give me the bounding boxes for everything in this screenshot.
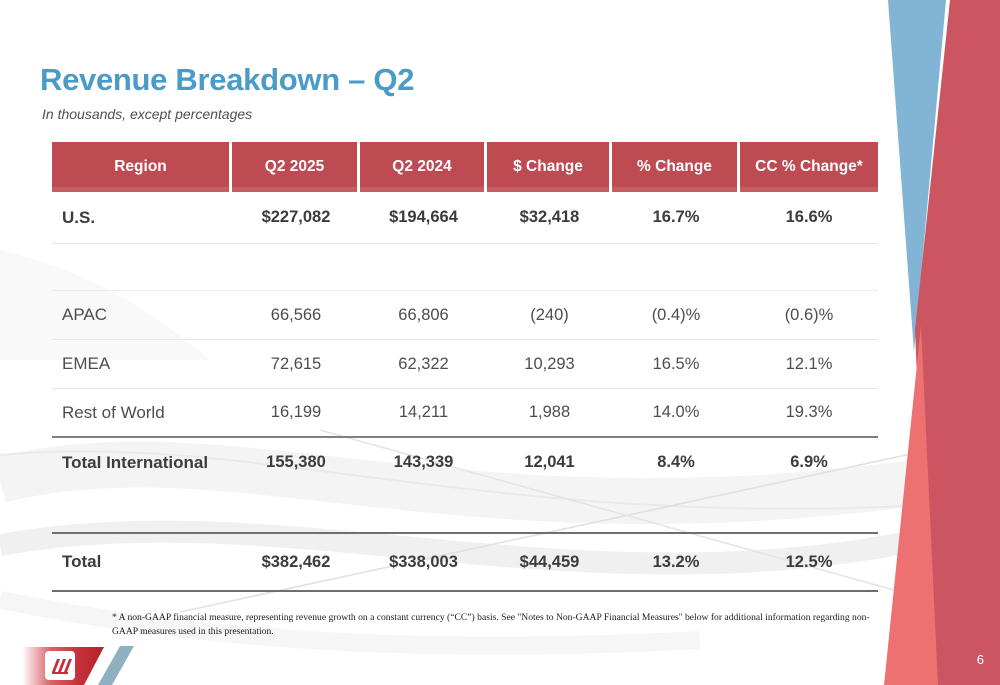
header-cell-q2-2024: Q2 2024 — [360, 142, 487, 192]
header-cell-region: Region — [52, 142, 232, 192]
cell-q2-2025: 155,380 — [266, 453, 326, 471]
page-title: Revenue Breakdown – Q2 — [40, 62, 415, 97]
cell-dollar-change: (240) — [530, 305, 569, 324]
cell-q2-2025: $227,082 — [261, 208, 331, 226]
table-row-apac — [52, 291, 878, 340]
cell-cc-pct-change: 6.9% — [790, 453, 828, 471]
row-label: U.S. — [62, 207, 96, 227]
row-label: EMEA — [62, 354, 111, 373]
cell-pct-change: 14.0% — [652, 403, 700, 421]
cell-q2-2025: 66,566 — [270, 305, 322, 324]
cell-pct-change: (0.4)% — [651, 305, 701, 324]
cell-q2-2024: $194,664 — [389, 208, 458, 226]
company-logo — [22, 646, 134, 685]
cell-dollar-change: 12,041 — [524, 453, 575, 471]
revenue-table — [52, 142, 878, 592]
table-row-us — [52, 192, 878, 244]
cell-q2-2025: 72,615 — [270, 354, 322, 373]
cell-dollar-change: $32,418 — [519, 208, 580, 226]
cell-q2-2025: $382,462 — [261, 552, 331, 571]
non-gaap-footnote: * A non-GAAP financial measure, representing revenue growth on a constant currency (“CC”) basis. See "Notes to Non-GAAP Financial Measures" below for additional information regarding non-GAAP measures used in this presentation. — [112, 612, 870, 637]
table-row-emea — [52, 340, 878, 389]
cell-q2-2025: 16,199 — [270, 403, 322, 421]
cell-q2-2024: 143,339 — [393, 453, 454, 471]
cell-q2-2024: 14,211 — [398, 403, 449, 421]
page-subtitle: In thousands, except percentages — [42, 106, 253, 122]
row-label: APAC — [62, 305, 108, 324]
header-cell-cc-pct-change: CC % Change* — [740, 142, 878, 192]
header-cell-pct-change: % Change — [612, 142, 740, 192]
cell-cc-pct-change: 12.5% — [785, 552, 833, 571]
table-row-empty — [52, 244, 878, 291]
logo-plate — [45, 651, 75, 680]
row-label: Total International — [62, 452, 209, 472]
header-cell-q2-2025: Q2 2025 — [232, 142, 360, 192]
row-label: Rest of World — [62, 402, 165, 422]
page-number: 6 — [976, 652, 984, 667]
cell-cc-pct-change: (0.6)% — [784, 305, 834, 324]
table-row-total-international — [52, 438, 878, 487]
cell-cc-pct-change: 19.3% — [785, 403, 833, 421]
cell-pct-change: 13.2% — [652, 552, 700, 571]
cell-q2-2024: $338,003 — [389, 552, 458, 571]
cell-pct-change: 8.4% — [657, 453, 695, 471]
cell-dollar-change: $44,459 — [519, 552, 580, 571]
table-row-total — [52, 534, 878, 592]
cell-pct-change: 16.5% — [652, 354, 700, 373]
header-cell-dollar-change: $ Change — [487, 142, 612, 192]
table-header-row — [52, 142, 878, 192]
table-spacer-row — [52, 487, 878, 534]
row-label: Total — [62, 552, 102, 571]
cell-pct-change: 16.7% — [652, 208, 700, 226]
cell-dollar-change: 10,293 — [524, 354, 575, 373]
table-row-rest-of-world — [52, 389, 878, 438]
cell-q2-2024: 62,322 — [398, 354, 449, 373]
cell-dollar-change: 1,988 — [528, 403, 571, 421]
cell-cc-pct-change: 16.6% — [785, 208, 833, 226]
logo-stripe — [98, 646, 134, 685]
cell-q2-2024: 66,806 — [398, 305, 449, 324]
cell-cc-pct-change: 12.1% — [785, 354, 833, 373]
